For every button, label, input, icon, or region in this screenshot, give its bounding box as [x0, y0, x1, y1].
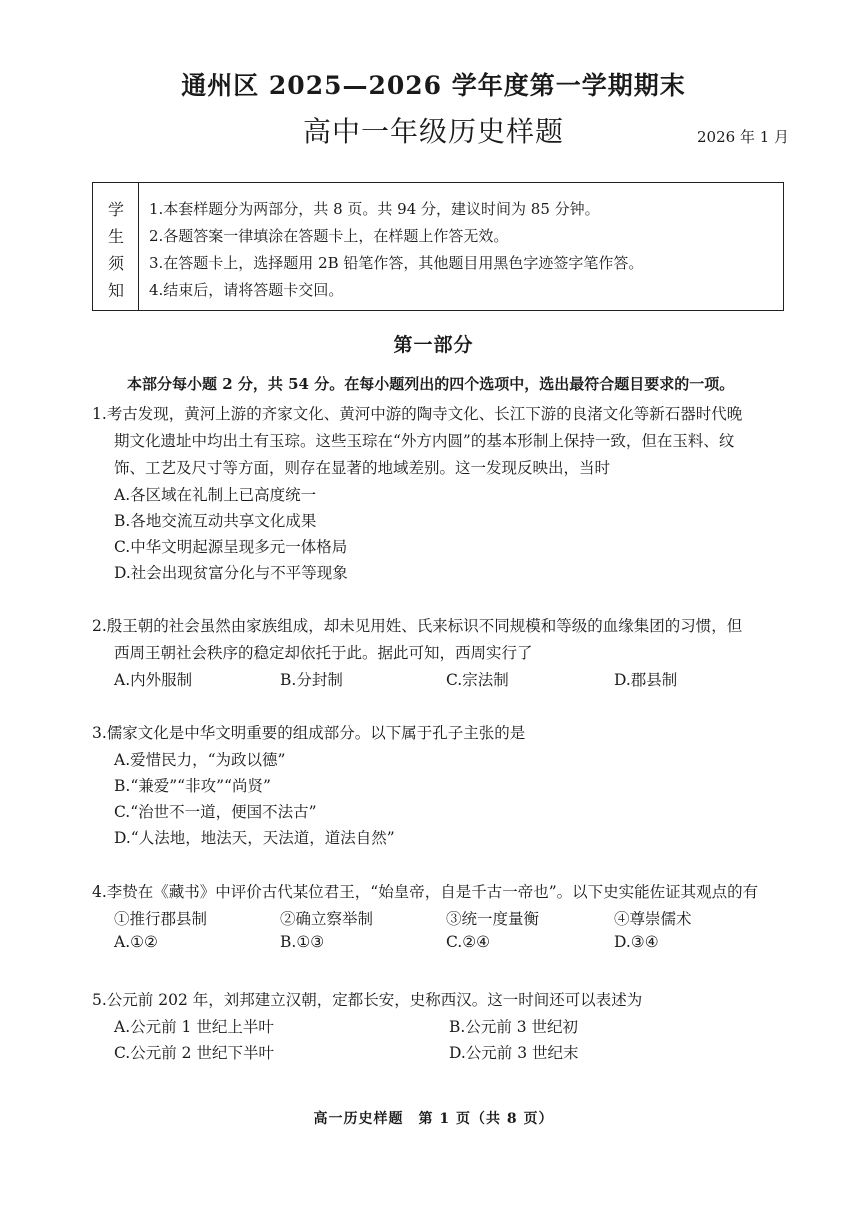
- question-1-option-d: D.社会出现贫富分化与不平等现象: [114, 564, 348, 582]
- notice-heading-char: 知: [107, 281, 124, 300]
- question-4-option-a: A.①②: [114, 933, 158, 951]
- question-5-option-d: D.公元前 3 世纪末: [449, 1044, 579, 1062]
- exam-title-line1: 通州区 2025—2026 学年度第一学期期末: [181, 71, 686, 100]
- notice-heading-char: 生: [107, 227, 124, 246]
- question-3-option-a: A.爱惜民力，“为政以德”: [114, 751, 286, 769]
- question-1-stem: 饰、工艺及尺寸等方面，则存在显著的地域差别。这一发现反映出，当时: [114, 459, 611, 477]
- question-5-option-b: B.公元前 3 世纪初: [449, 1018, 579, 1036]
- question-1-option-b: B.各地交流互动共享文化成果: [114, 512, 317, 530]
- question-1-stem: 期文化遗址中均出土有玉琮。这些玉琮在“外方内圆”的基本形制上保持一致，但在玉料、纹: [114, 432, 735, 450]
- question-2-option-b: B.分封制: [280, 671, 343, 689]
- question-5-option-a: A.公元前 1 世纪上半叶: [114, 1018, 274, 1036]
- question-4-stem: 4.李贽在《藏书》中评价古代某位君王，“始皇帝，自是千古一帝也”。以下史实能佐证其观点的有: [92, 883, 759, 901]
- question-3-option-b: B.“兼爱”“非攻”“尚贤”: [114, 777, 271, 795]
- notice-heading-char: 学: [107, 200, 124, 219]
- exam-date: 2026 年 1 月: [697, 128, 790, 146]
- question-4-option-d: D.③④: [614, 933, 659, 951]
- question-3-option-d: D.“人法地，地法天，天法道，道法自然”: [114, 829, 395, 847]
- question-2-option-d: D.郡县制: [614, 671, 678, 689]
- question-2-stem: 西周王朝社会秩序的稳定却依托于此。据此可知，西周实行了: [114, 644, 533, 662]
- notice-item: 1.本套样题分为两部分，共 8 页。共 94 分，建议时间为 85 分钟。: [149, 200, 600, 218]
- exam-title-line2: 高中一年级历史样题: [302, 115, 564, 148]
- question-4-item-2: ②确立察举制: [280, 910, 374, 928]
- question-2-option-c: C.宗法制: [446, 671, 509, 689]
- section-title: 第一部分: [393, 334, 474, 356]
- question-2-option-a: A.内外服制: [114, 671, 193, 689]
- question-3-option-c: C.“治世不一道，便国不法古”: [114, 803, 317, 821]
- page-footer: 高一历史样题 第 1 页（共 8 页）: [313, 1111, 554, 1127]
- notice-item: 2.各题答案一律填涂在答题卡上，在样题上作答无效。: [149, 227, 509, 245]
- notice-item: 4.结束后，请将答题卡交回。: [149, 281, 344, 299]
- question-2-stem: 2.殷王朝的社会虽然由家族组成，却未见用姓、氏来标识不同规模和等级的血缘集团的习惯，但: [92, 617, 743, 635]
- question-5-stem: 5.公元前 202 年，刘邦建立汉朝，定都长安，史称西汉。这一时间还可以表述为: [92, 991, 643, 1009]
- student-notice-box: [92, 182, 784, 311]
- question-1-option-a: A.各区域在礼制上已高度统一: [114, 486, 317, 504]
- notice-item: 3.在答题卡上，选择题用 2B 铅笔作答，其他题目用黑色字迹签字笔作答。: [149, 254, 644, 272]
- question-4-item-4: ④尊崇儒术: [614, 910, 692, 928]
- section-intro: 本部分每小题 2 分，共 54 分。在每小题列出的四个选项中，选出最符合题目要求的一项。: [127, 375, 735, 393]
- question-5-option-c: C.公元前 2 世纪下半叶: [114, 1044, 274, 1062]
- question-1-stem: 1.考古发现，黄河上游的齐家文化、黄河中游的陶寺文化、长江下游的良渚文化等新石器时代晚: [92, 405, 743, 423]
- question-4-option-b: B.①③: [280, 933, 325, 951]
- notice-heading-char: 须: [107, 254, 124, 273]
- question-4-item-1: ①推行郡县制: [114, 910, 208, 928]
- question-1-option-c: C.中华文明起源呈现多元一体格局: [114, 538, 348, 556]
- question-3-stem: 3.儒家文化是中华文明重要的组成部分。以下属于孔子主张的是: [92, 724, 526, 742]
- question-4-option-c: C.②④: [446, 933, 491, 951]
- notice-heading: [93, 183, 139, 310]
- question-4-item-3: ③统一度量衡: [446, 910, 540, 928]
